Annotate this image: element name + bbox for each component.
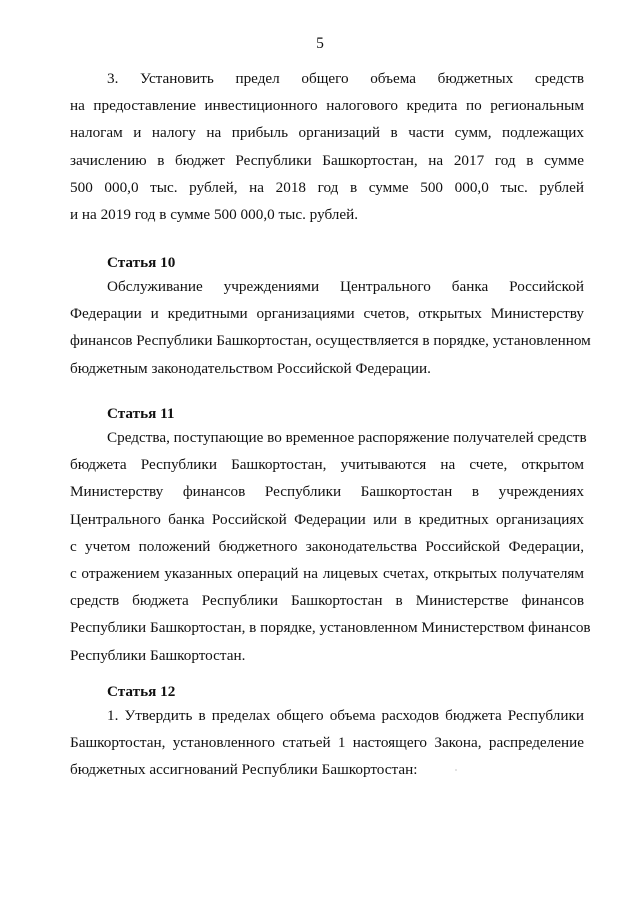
article-12-body <box>70 702 584 784</box>
text-line: с учетом положений бюджетного законодательства Российской Федерации, <box>70 537 584 555</box>
text-line: 3. Установить предел общего объема бюджетных средств <box>107 70 584 87</box>
article-11-heading: Статья 11 <box>107 405 175 422</box>
article-10-body <box>70 273 591 382</box>
text-line: Средства, поступающие во временное распоряжение получателей средств <box>107 429 587 446</box>
text-line: финансов Республики Башкортостан, осуществляется в порядке, установленном <box>70 332 591 350</box>
article-11-body <box>70 424 591 669</box>
article-12-heading: Статья 12 <box>107 683 176 700</box>
text-line: 1. Утвердить в пределах общего объема расходов бюджета Республики <box>107 707 584 724</box>
text-line: Федерации и кредитными организациями счетов, открытых Министерству <box>70 305 584 323</box>
text-line: и на 2019 год в сумме 500 000,0 тыс. рублей. <box>70 205 359 223</box>
text-line: средств бюджета Республики Башкортостан в Министерстве финансов <box>70 592 584 610</box>
text-line: зачислению в бюджет Республики Башкортостан, на 2017 год в сумме <box>70 151 584 169</box>
text-line: Обслуживание учреждениями Центрального банка Российской <box>107 278 584 295</box>
scan-speck <box>455 769 457 771</box>
text-line: бюджетных ассигнований Республики Башкортостан: <box>70 761 418 779</box>
text-line: Министерству финансов Республики Башкортостан в учреждениях <box>70 483 584 501</box>
page-number: 5 <box>316 35 324 52</box>
text-line: Башкортостан, установленного статьей 1 настоящего Закона, распределение <box>70 734 584 752</box>
text-line: бюджетным законодательством Российской Федерации. <box>70 359 431 377</box>
text-line: Центрального банка Российской Федерации или в кредитных организациях <box>70 510 584 528</box>
text-line: на предоставление инвестиционного налогового кредита по региональным <box>70 97 584 115</box>
text-line: 500 000,0 тыс. рублей, на 2018 год в сумме 500 000,0 тыс. рублей <box>70 178 584 196</box>
text-line: Республики Башкортостан, в порядке, установленном Министерством финансов <box>70 619 591 637</box>
article-10-heading: Статья 10 <box>107 254 176 271</box>
text-line: налогам и налогу на прибыль организаций в части сумм, подлежащих <box>70 124 584 142</box>
text-line: Республики Башкортостан. <box>70 646 246 664</box>
paragraph-investment-tax-credit <box>70 65 584 228</box>
text-line: с отражением указанных операций на лицевых счетах, открытых получателям <box>70 564 584 582</box>
text-line: бюджета Республики Башкортостан, учитываются на счете, открытом <box>70 456 584 474</box>
